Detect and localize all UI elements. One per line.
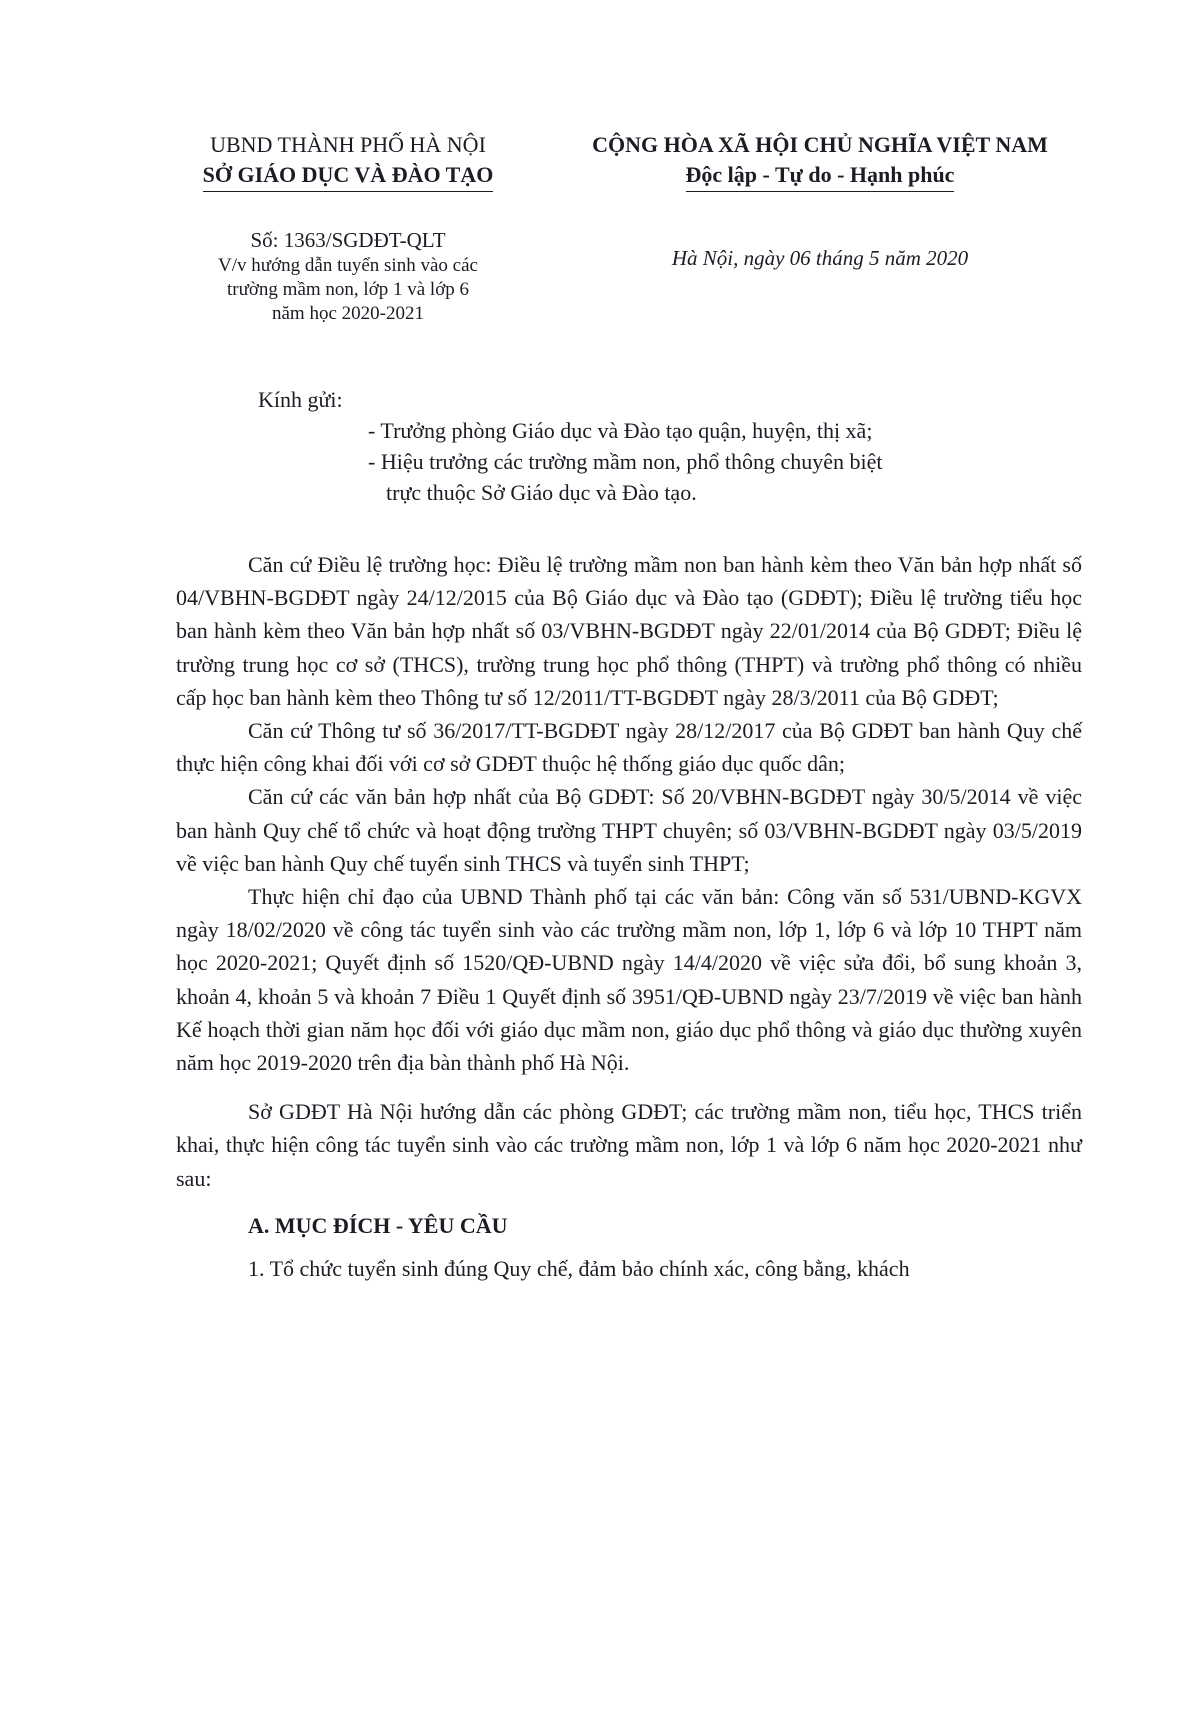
section-item: 1. Tổ chức tuyển sinh đúng Quy chế, đảm bảo chính xác, công bằng, khách: [248, 1255, 910, 1281]
issuing-authority-block: [148, 130, 548, 192]
document-body: [176, 548, 1082, 1285]
national-header-block: [570, 130, 1070, 192]
authority-name: UBND THÀNH PHỐ HÀ NỘI: [210, 132, 486, 157]
subject-line: trường mầm non, lớp 1 và lớp 6: [226, 279, 470, 300]
body-paragraph: Thực hiện chỉ đạo của UBND Thành phố tại các văn bản: Công văn số 531/UBND-KGVX ngày 18/02/2020 về công tác tuyển sinh vào các trường mầm non, lớp 1, lớp 6 và lớp 10 THPT năm học 2020-2021; Quyết định số 1520/QĐ-UBND ngày 14/4/2020 về việc sửa đổi, bổ sung khoản 3, khoản 4, khoản 5 và khoản 7 Điều 1 Quyết định số 3951/QĐ-UBND ngày 23/7/2019 về việc ban hành Kế hoạch thời gian năm học đối với giáo dục mầm non, giáo dục phổ thông và giáo dục thường xuyên năm học 2019-2020 trên địa bàn thành phố Hà Nội.: [176, 884, 1082, 1076]
document-number: Số: 1363/SGDĐT-QLT: [250, 228, 446, 252]
issue-date: Hà Nội, ngày 06 tháng 5 năm 2020: [671, 246, 969, 270]
recipient-item: - Trưởng phòng Giáo dục và Đào tạo quận, huyện, thị xã;: [368, 418, 873, 443]
salutation: Kính gửi:: [258, 387, 343, 412]
body-paragraph: Sở GDĐT Hà Nội hướng dẫn các phòng GDĐT; các trường mầm non, tiểu học, THCS triển khai, thực hiện công tác tuyển sinh vào các trường mầm non, lớp 1 và lớp 6 năm học 2020-2021 như sau:: [176, 1099, 1082, 1191]
subject-line: năm học 2020-2021: [272, 303, 424, 324]
body-paragraph: Căn cứ Điều lệ trường học: Điều lệ trường mầm non ban hành kèm theo Văn bản hợp nhất số 04/VBHN-BGDĐT ngày 24/12/2015 của Bộ Giáo dục và Đào tạo (GDĐT); Điều lệ trường tiểu học ban hành kèm theo Văn bản hợp nhất số 03/VBHN-BGDĐT ngày 22/01/2014 của Bộ GDĐT; Điều lệ trường trung học cơ sở (THCS), trường trung học phổ thông (THPT) và trường phổ thông có nhiều cấp học ban hành kèm theo Thông tư số 12/2011/TT-BGDĐT ngày 28/3/2011 của Bộ GDĐT;: [176, 552, 1082, 710]
national-motto: Độc lập - Tự do - Hạnh phúc: [686, 160, 955, 192]
body-paragraph: Căn cứ các văn bản hợp nhất của Bộ GDĐT: Số 20/VBHN-BGDĐT ngày 30/5/2014 về việc ban hành Quy chế tổ chức và hoạt động trường THPT chuyên; số 03/VBHN-BGDĐT ngày 03/5/2019 về việc ban hành Quy chế tuyển sinh THCS và tuyển sinh THPT;: [176, 784, 1082, 876]
subject-line: V/v hướng dẫn tuyển sinh vào các: [218, 255, 478, 276]
section-heading: A. MỤC ĐÍCH - YÊU CẦU: [248, 1212, 508, 1238]
nation-name: CỘNG HÒA XÃ HỘI CHỦ NGHĨA VIỆT NAM: [592, 132, 1048, 157]
department-name: SỞ GIÁO DỤC VÀ ĐÀO TẠO: [203, 160, 494, 192]
recipients-block: [258, 384, 883, 508]
recipient-item: - Hiệu trưởng các trường mầm non, phổ thông chuyên biệt: [368, 449, 883, 474]
reference-block: [148, 226, 548, 326]
recipient-item-continuation: trực thuộc Sở Giáo dục và Đào tạo.: [386, 480, 697, 505]
body-paragraph: Căn cứ Thông tư số 36/2017/TT-BGDĐT ngày 28/12/2017 của Bộ GDĐT ban hành Quy chế thực hiện công khai đối với cơ sở GDĐT thuộc hệ thống giáo dục quốc dân;: [176, 718, 1082, 777]
